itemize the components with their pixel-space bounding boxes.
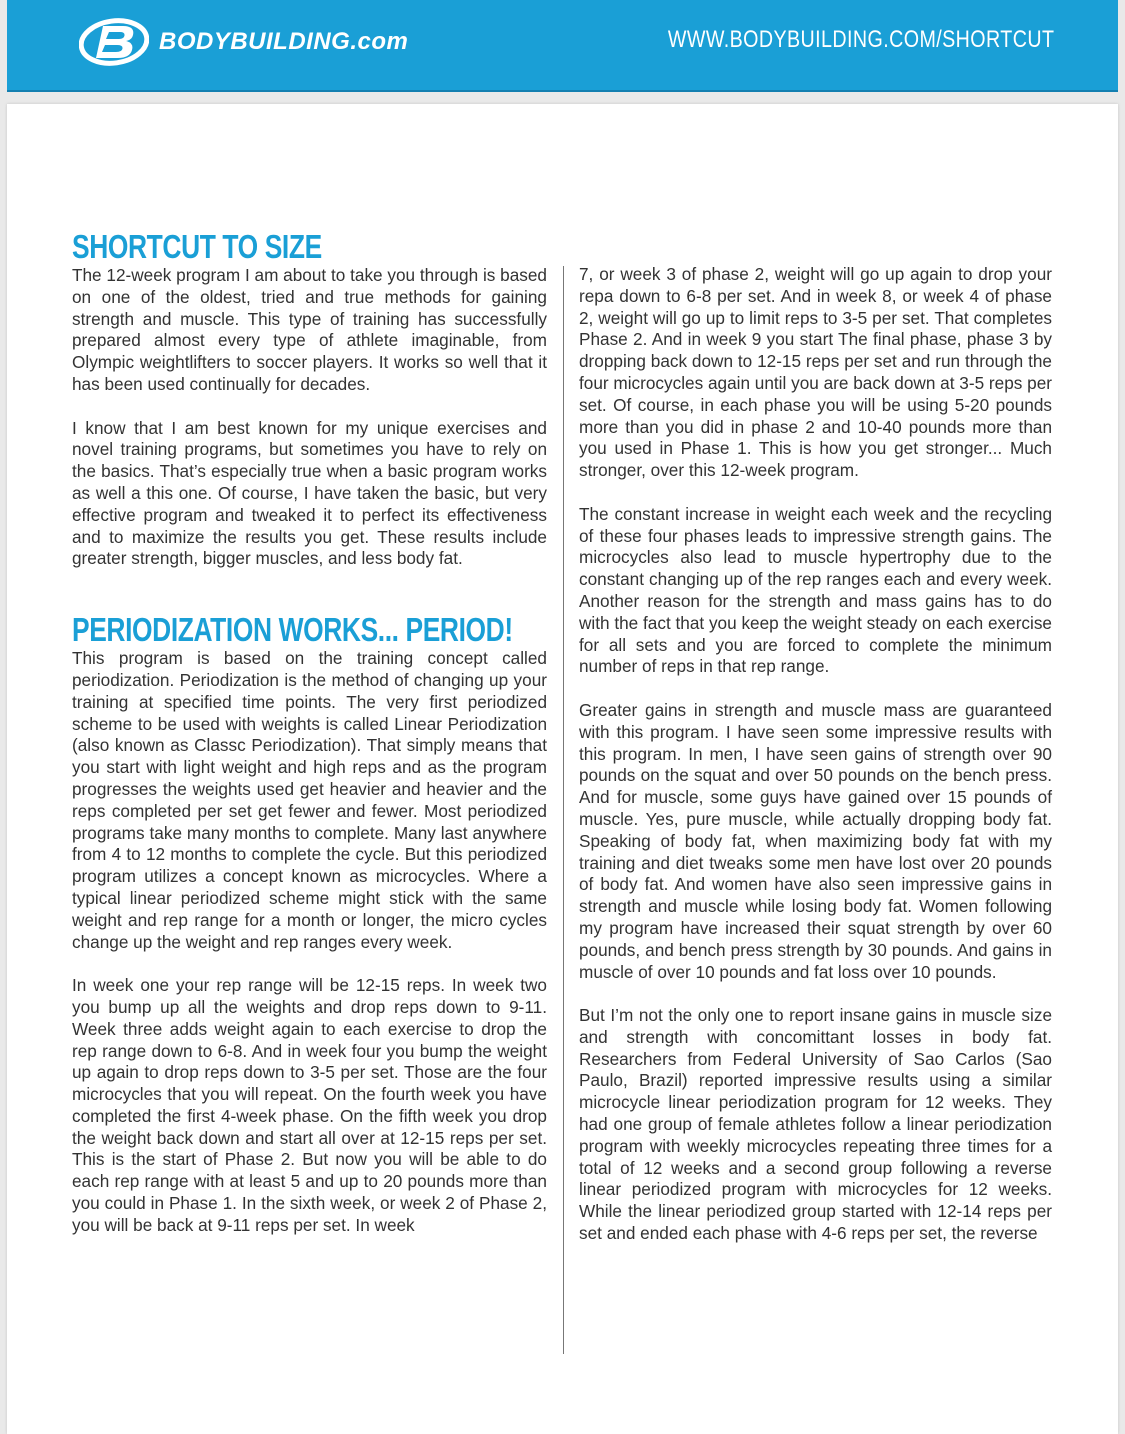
bodybuilding-b-logo-icon[interactable] xyxy=(79,18,149,66)
section-heading-periodization: PERIODIZATION WORKS... PERIOD! xyxy=(72,611,513,649)
left-column xyxy=(72,229,547,1258)
paragraph: In week one your rep range will be 12-15 reps. In week two you bump up all the weights and drop reps down to 9-11. Week three adds weight again to each exercise to drop the rep range down to 6-8. And in week four you bump the weight up again to drop reps down to 3-5 per set. Those are the four microcycles that you will repeat. On the fourth week you have completed the first 4-week phase. On the fifth week you drop the weight back down and start all over at 12-15 reps per set. This is the start of Phase 2. But now you will be able to do each rep range with at least 5 and up to 20 pounds more than you could in Phase 1. In the sixth week, or week 2 of Phase 2, you will be back at 9-11 reps per set. In week xyxy=(72,975,547,1235)
paragraph: I know that I am best known for my unique exercises and novel training programs, but sometimes you have to rely on the basics. That’s especially true when a basic program works as well a this one. Of course, I have taken the basic, but very effective program and tweaked it to perfect its effectiveness and to maximize the results you get. These results include greater strength, bigger muscles, and less body fat. xyxy=(72,417,547,569)
brand-name[interactable]: BODYBUILDING.com xyxy=(159,28,409,55)
paragraph: This program is based on the training concept called periodization. Periodization is the method of changing up your training at specified time points. The very first periodized scheme to be used with weights is called Linear Periodization (also known as Classc Periodization). That simply means that you start with light weight and high reps and as the program progresses the weights used get heavier and heavier and the reps completed per set get fewer and fewer. Most periodized programs take many months to complete. Many last anywhere from 4 to 12 months to complete the cycle. But this periodized program utilizes a concept known as microcycles. Where a typical linear periodized scheme might stick with the same weight and rep range for a month or longer, the micro cycles change up the weight and rep ranges every week. xyxy=(72,648,547,952)
paragraph: The constant increase in weight each week and the recycling of these four phases leads to impressive strength gains. The microcycles also lead to muscle hypertrophy due to the constant changing up of the rep ranges each and every week. Another reason for the strength and mass gains has to do with the fact that you keep the weight steady on each exercise for all sets and you are forced to complete the minimum number of reps in that rep range. xyxy=(579,503,1052,677)
column-divider xyxy=(563,266,564,1354)
paragraph: Greater gains in strength and muscle mass are guaranteed with this program. I have seen some impressive results with this program. In men, I have seen gains of strength over 90 pounds on the squat and over 50 pounds on the bench press. And for muscle, some guys have gained over 15 pounds of muscle. Yes, pure muscle, while actually dropping body fat. Speaking of body fat, when maximizing body fat with my training and diet tweaks some men have lost over 20 pounds of body fat. And women have also seen impressive gains in strength and muscle while losing body fat. Women following my program have increased their squat strength by over 60 pounds, and bench press strength by 30 pounds. And gains in muscle of over 10 pounds and fat loss over 10 pounds. xyxy=(579,699,1052,982)
paragraph: The 12-week program I am about to take you through is based on one of the oldest, tried and true methods for gaining strength and muscle. This type of training has successfully prepared almost every type of athlete imaginable, from Olympic weightlifters to soccer players. It works so well that it has been used continually for decades. xyxy=(72,265,547,394)
article-page xyxy=(7,104,1118,1434)
site-header xyxy=(7,0,1118,92)
section-heading-shortcut-to-size: SHORTCUT TO SIZE xyxy=(72,228,322,265)
header-url[interactable]: WWW.BODYBUILDING.COM/SHORTCUT xyxy=(667,26,1054,53)
paragraph: But I’m not the only one to report insane gains in muscle size and strength with concomittant losses in body fat. Researchers from Federal University of Sao Carlos (Sao Paulo, Brazil) reported impressive results using a similar microcycle linear periodization program for 12 weeks. They had one group of female athletes follow a linear periodization program with weekly microcycles repeating three times for a total of 12 weeks and a second group following a reverse linear periodized program with microcycles for 12 weeks. While the linear periodized group started with 12-14 reps per set and ended each phase with 4-6 reps per set, the reverse xyxy=(579,1005,1052,1244)
paragraph: 7, or week 3 of phase 2, weight will go up again to drop your repa down to 6-8 per set. And in week 8, or week 4 of phase 2, weight will go up to limit reps to 3-5 per set. That completes Phase 2. And in week 9 you start The final phase, phase 3 by dropping back down to 12-15 reps per set and run through the four microcycles again until you are back down at 3-5 reps per set. Of course, in each phase you will be using 5-20 pounds more than you did in phase 2 and 10-40 pounds more than you used in Phase 1. This is how you get stronger... Much stronger, over this 12-week program. xyxy=(579,264,1052,481)
right-column xyxy=(579,264,1052,1267)
